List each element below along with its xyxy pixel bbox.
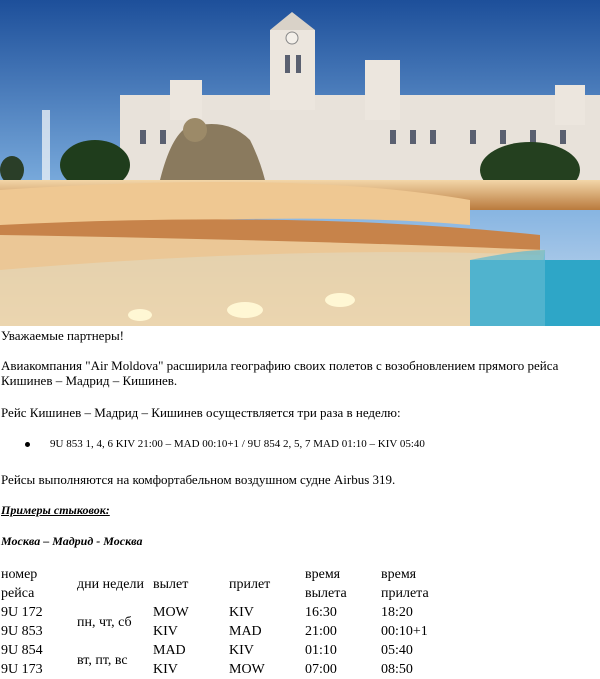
examples-heading: Примеры стыковок: bbox=[1, 503, 110, 517]
cell-days: пн, чт, сб bbox=[77, 614, 132, 630]
table-row bbox=[0, 622, 463, 641]
route-heading: Москва – Мадрид - Москва bbox=[1, 534, 143, 548]
cell-dep: MAD bbox=[153, 643, 186, 658]
cell-dep: KIV bbox=[153, 662, 178, 677]
connections-table bbox=[0, 565, 463, 679]
table-row bbox=[0, 641, 463, 660]
cell-dep-time: 07:00 bbox=[305, 662, 337, 677]
cell-days: вт, пт, вс bbox=[77, 652, 128, 668]
cell-dep-time: 16:30 bbox=[305, 605, 337, 620]
cell-dep: KIV bbox=[153, 624, 178, 639]
madrid-cibeles-fountain-picture bbox=[0, 0, 600, 326]
schedule-line: 9U 853 1, 4, 6 KIV 21:00 – MAD 00:10+1 / 9U 854 2, 5, 7 MAD 01:10 – KIV 05:40 bbox=[50, 438, 425, 450]
header-flight: номер рейса bbox=[1, 567, 38, 601]
frequency-paragraph: Рейс Кишинев – Мадрид – Кишинев осуществляется три раза в неделю: bbox=[1, 405, 401, 420]
cell-flight: 9U 172 bbox=[1, 605, 43, 620]
table-header-row bbox=[0, 565, 463, 603]
schedule-bullet bbox=[25, 438, 425, 450]
header-departure: вылет bbox=[153, 576, 189, 592]
aircraft-paragraph: Рейсы выполняются на комфортабельном воздушном судне Airbus 319. bbox=[1, 472, 396, 487]
cell-dep-time: 21:00 bbox=[305, 624, 337, 639]
greeting-text: Уважаемые партнеры! bbox=[1, 328, 125, 343]
cell-arr-time: 18:20 bbox=[381, 605, 413, 620]
header-departure-time: время вылета bbox=[305, 567, 347, 601]
table-row bbox=[0, 660, 463, 679]
cell-arr: MAD bbox=[229, 624, 262, 639]
cell-arr: MOW bbox=[229, 662, 265, 677]
bullet-dot-icon bbox=[25, 442, 30, 447]
intro-paragraph: Авиакомпания "Air Moldova" расширила географию своих полетов с возобновлением прямого рейса Кишинев – Мадрид – Кишинев. bbox=[1, 358, 559, 388]
cell-flight: 9U 854 bbox=[1, 643, 43, 658]
cell-arr-time: 05:40 bbox=[381, 643, 413, 658]
cell-arr: KIV bbox=[229, 605, 254, 620]
header-arrival: прилет bbox=[229, 576, 271, 592]
cell-dep: MOW bbox=[153, 605, 189, 620]
cell-dep-time: 01:10 bbox=[305, 643, 337, 658]
cell-flight: 9U 173 bbox=[1, 662, 43, 677]
cell-flight: 9U 853 bbox=[1, 624, 43, 639]
table-row bbox=[0, 603, 463, 622]
header-arrival-time: время прилета bbox=[381, 567, 429, 601]
hero-image bbox=[0, 0, 600, 326]
cell-arr-time: 08:50 bbox=[381, 662, 413, 677]
header-days: дни недели bbox=[77, 576, 144, 592]
cell-arr-time: 00:10+1 bbox=[381, 624, 428, 639]
cell-arr: KIV bbox=[229, 643, 254, 658]
